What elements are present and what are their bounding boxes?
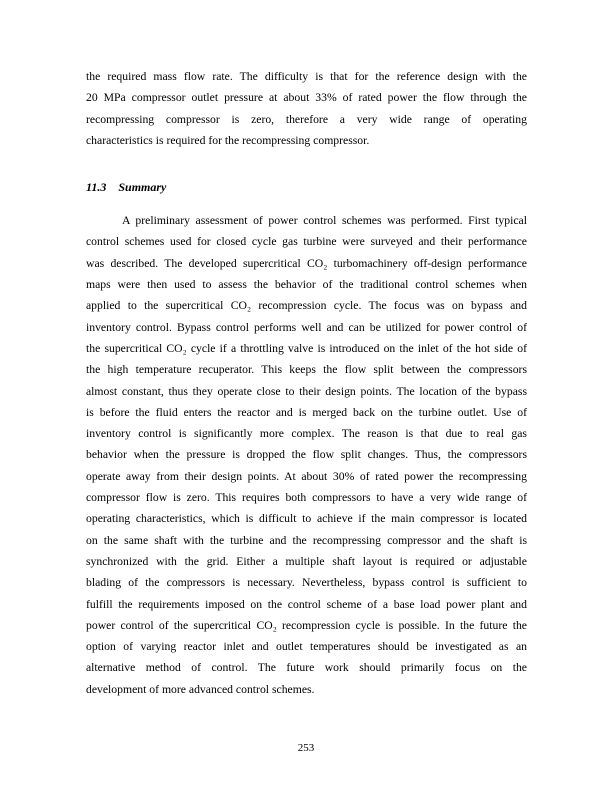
text-line: operating characteristics, which is difficult to achieve if the main compressor is located [86,512,527,526]
text-line: recompressing compressor is zero, therefore a very wide range of operating [86,112,527,126]
text-line: behavior when the pressure is dropped the flow split changes. Thus, the compressors [86,448,527,462]
body-paragraph-1 [86,66,527,151]
text-line: blading of the compressors is necessary. Nevertheless, bypass control is sufficient to [86,576,527,590]
page-content [86,66,527,700]
text-line: synchronized with the grid. Either a multiple shaft layout is required or adjustable [86,554,527,568]
text-line: inventory control. Bypass control performs well and can be utilized for power control of [86,320,527,334]
page-number: 253 [297,742,315,754]
text-line: is before the fluid enters the reactor and is merged back on the turbine outlet. Use of [86,405,527,419]
section-title: Summary [118,180,167,195]
text-line: fulfill the requirements imposed on the control scheme of a base load power plant and [86,597,527,611]
text-line: inventory control is significantly more complex. The reason is that due to real gas [86,427,527,441]
section-heading [86,177,527,198]
text-line: almost constant, thus they operate close to their design points. The location of the bypass [86,384,527,398]
text-line: the required mass flow rate. The difficulty is that for the reference design with the [86,70,527,83]
text-line: control schemes used for closed cycle gas turbine were surveyed and their performance [86,235,527,249]
text-line: the high temperature recuperator. This keeps the flow split between the compressors [86,363,527,377]
text-line: power control of the supercritical CO₂ recompression cycle is possible. In the future the [86,618,527,632]
text-line: characteristics is required for the recompressing compressor. [86,133,370,147]
text-line: the supercritical CO₂ cycle if a throttling valve is introduced on the inlet of the hot side of [86,341,527,355]
text-line: maps were then used to assess the behavior of the traditional control schemes when [86,278,527,292]
text-line: 20 MPa compressor outlet pressure at about 33% of rated power the flow through the [86,91,527,105]
text-line: on the same shaft with the turbine and the recompressing compressor and the shaft is [86,533,527,547]
text-line: applied to the supercritical CO₂ recompression cycle. The focus was on bypass and [86,299,527,313]
text-line: option of varying reactor inlet and outlet temperatures should be investigated as an [86,640,527,654]
text-line: development of more advanced control schemes. [86,682,315,696]
text-line: A preliminary assessment of power control schemes was performed. First typical [122,214,527,228]
section-number: 11.3 [86,180,107,195]
text-line: compressor flow is zero. This requires both compressors to have a very wide range of [86,491,527,505]
body-paragraph-2 [86,210,527,700]
text-line: was described. The developed supercritical CO₂ turbomachinery off-design performance [86,256,527,270]
text-line: operate away from their design points. At about 30% of rated power the recompressing [86,469,527,483]
text-line: alternative method of control. The future work should primarily focus on the [86,661,527,675]
